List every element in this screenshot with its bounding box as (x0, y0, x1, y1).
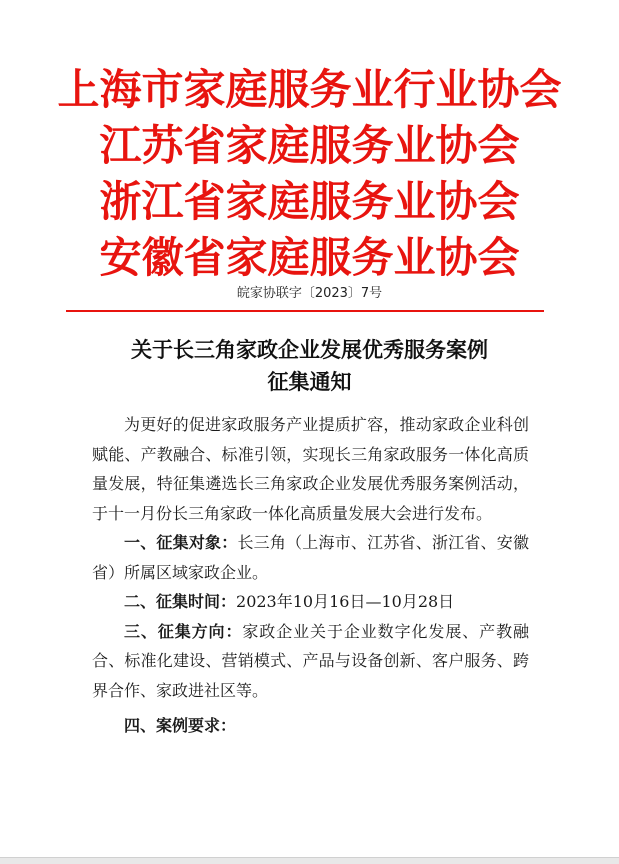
red-divider-line (66, 310, 544, 312)
intro-paragraph: 为更好的促进家政服务产业提质扩容，推动家政企业科创赋能、产教融合、标准引领，实现长三角家政服务一体化高质量发展，特征集遴选长三角家政企业发展优秀服务案例活动，于十一月份长三角家政一体化高质量发展大会进行发布。 (92, 415, 529, 523)
org-line-anhui: 安徽省家庭服务业协会 (99, 233, 520, 282)
section-label: 二、征集时间： (124, 592, 237, 611)
document-title (0, 334, 619, 398)
section-label: 一、征集对象： (124, 533, 238, 552)
issuing-organizations (0, 62, 619, 286)
section-label: 三、征集方向： (124, 621, 243, 641)
section-requirements (92, 711, 529, 741)
section-text: 长三角（上海市、江苏省、浙江省、安徽省）所属区域家政企业。 (92, 533, 529, 582)
section-target (92, 528, 529, 587)
org-line-zhejiang: 浙江省家庭服务业协会 (99, 177, 520, 226)
section-label: 四、案例要求： (124, 716, 237, 735)
section-time (92, 587, 529, 617)
org-line-jiangsu: 江苏省家庭服务业协会 (99, 121, 520, 170)
document-number: 皖家协联字〔2023〕7号 (236, 286, 383, 301)
title-line-2: 征集通知 (267, 369, 352, 394)
section-text: 家政企业关于企业数字化发展、产教融合、标准化建设、营销模式、产品与设备创新、客户服务、跨界合作、家政进社区等。 (92, 621, 529, 700)
title-line-1: 关于长三角家政企业发展优秀服务案例 (131, 337, 488, 362)
section-text: 2023年10月16日—10月28日 (236, 592, 455, 611)
org-line-shanghai: 上海市家庭服务业行业协会 (57, 65, 562, 114)
page-bottom-edge (0, 857, 619, 864)
document-body (92, 410, 529, 741)
section-direction (92, 617, 529, 706)
